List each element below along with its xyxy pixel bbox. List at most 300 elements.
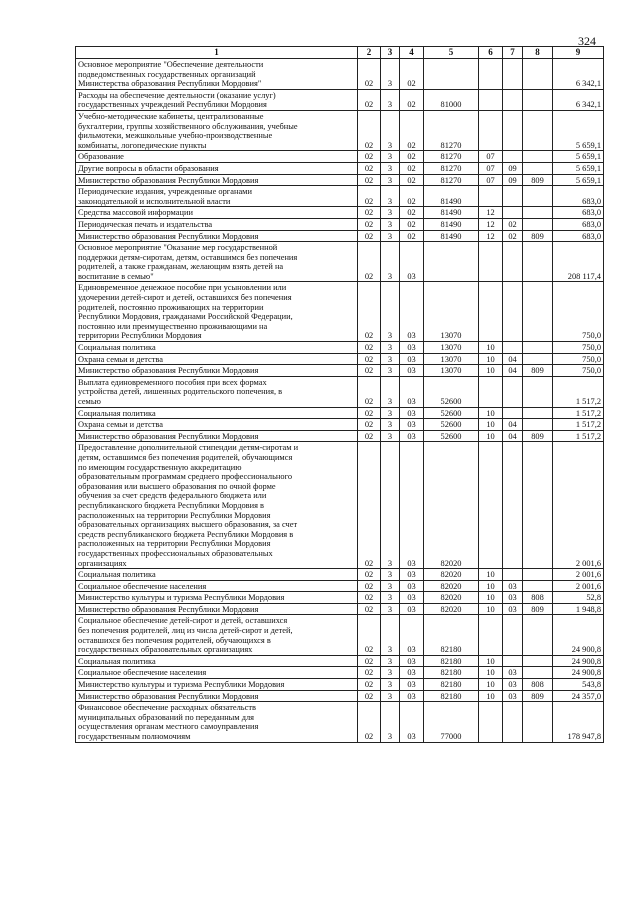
row-code-c3: 3 xyxy=(381,162,400,174)
row-code-c8 xyxy=(523,59,553,90)
row-code-c5: 82180 xyxy=(424,690,479,702)
row-code-c5: 81270 xyxy=(424,151,479,163)
row-code-c2: 02 xyxy=(358,282,381,342)
row-code-c8 xyxy=(523,207,553,219)
row-code-c7 xyxy=(503,59,523,90)
table-row xyxy=(76,186,604,207)
row-code-c3: 3 xyxy=(381,580,400,592)
row-amount: 1 517,2 xyxy=(553,376,604,407)
row-code-c5 xyxy=(424,242,479,282)
row-code-c6 xyxy=(479,242,503,282)
row-amount: 52,8 xyxy=(553,592,604,604)
row-code-c6: 10 xyxy=(479,430,503,442)
row-code-c8 xyxy=(523,242,553,282)
row-code-c6: 12 xyxy=(479,207,503,219)
row-code-c5: 52600 xyxy=(424,430,479,442)
row-code-c8 xyxy=(523,407,553,419)
row-code-c4: 03 xyxy=(400,655,424,667)
row-code-c2: 02 xyxy=(358,59,381,90)
row-code-c3: 3 xyxy=(381,365,400,377)
table-row xyxy=(76,407,604,419)
row-code-c5: 82020 xyxy=(424,442,479,569)
row-code-c5: 77000 xyxy=(424,702,479,742)
row-code-c7 xyxy=(503,151,523,163)
row-code-c8: 809 xyxy=(523,230,553,242)
table-row xyxy=(76,603,604,615)
row-code-c6: 10 xyxy=(479,580,503,592)
row-description: Образование xyxy=(76,151,358,163)
row-code-c6 xyxy=(479,110,503,150)
row-amount: 5 659,1 xyxy=(553,162,604,174)
row-code-c8 xyxy=(523,218,553,230)
row-code-c7 xyxy=(503,207,523,219)
row-amount: 543,8 xyxy=(553,679,604,691)
row-code-c3: 3 xyxy=(381,679,400,691)
row-code-c6: 10 xyxy=(479,690,503,702)
header-cell: 7 xyxy=(503,47,523,59)
row-code-c2: 02 xyxy=(358,615,381,655)
table-row xyxy=(76,592,604,604)
row-code-c3: 3 xyxy=(381,419,400,431)
table-row xyxy=(76,242,604,282)
row-code-c5: 82020 xyxy=(424,603,479,615)
row-code-c3: 3 xyxy=(381,230,400,242)
row-code-c2: 02 xyxy=(358,407,381,419)
row-code-c7: 04 xyxy=(503,365,523,377)
row-code-c2: 02 xyxy=(358,174,381,186)
row-code-c8: 809 xyxy=(523,603,553,615)
row-amount: 750,0 xyxy=(553,353,604,365)
row-description: Другие вопросы в области образования xyxy=(76,162,358,174)
row-code-c2: 02 xyxy=(358,89,381,110)
row-amount: 683,0 xyxy=(553,207,604,219)
row-description: Министерство образования Республики Мордовия xyxy=(76,430,358,442)
row-code-c6: 10 xyxy=(479,679,503,691)
row-description: Расходы на обеспечение деятельности (оказание услуг) государственных учреждений Республики Мордовия xyxy=(76,89,358,110)
row-code-c3: 3 xyxy=(381,592,400,604)
row-code-c6: 10 xyxy=(479,667,503,679)
row-code-c8 xyxy=(523,151,553,163)
row-description: Социальное обеспечение населения xyxy=(76,667,358,679)
row-code-c6: 10 xyxy=(479,365,503,377)
row-code-c7: 03 xyxy=(503,679,523,691)
row-code-c7 xyxy=(503,89,523,110)
row-code-c2: 02 xyxy=(358,365,381,377)
row-code-c3: 3 xyxy=(381,151,400,163)
row-code-c7: 04 xyxy=(503,419,523,431)
row-code-c3: 3 xyxy=(381,110,400,150)
table-body xyxy=(76,59,604,743)
header-cell: 5 xyxy=(424,47,479,59)
row-code-c2: 02 xyxy=(358,230,381,242)
row-code-c7: 03 xyxy=(503,580,523,592)
page-number: 324 xyxy=(578,34,596,48)
row-code-c4: 03 xyxy=(400,592,424,604)
row-amount: 5 659,1 xyxy=(553,174,604,186)
row-code-c4: 03 xyxy=(400,442,424,569)
row-description: Министерство образования Республики Мордовия xyxy=(76,230,358,242)
row-code-c7 xyxy=(503,186,523,207)
row-code-c7 xyxy=(503,702,523,742)
table-row xyxy=(76,230,604,242)
row-code-c5: 81270 xyxy=(424,174,479,186)
row-code-c8: 808 xyxy=(523,592,553,604)
row-code-c2: 02 xyxy=(358,218,381,230)
row-code-c7: 03 xyxy=(503,603,523,615)
row-code-c4: 02 xyxy=(400,230,424,242)
row-code-c4: 02 xyxy=(400,186,424,207)
row-amount: 750,0 xyxy=(553,282,604,342)
row-amount: 24 900,8 xyxy=(553,655,604,667)
row-code-c8 xyxy=(523,667,553,679)
row-description: Единовременное денежное пособие при усыновлении или удочерении детей-сирот и детей, оставшихся без попечения родителей, постоянно проживающих на территории Республики Мордовия, гражданами Российской Федерации, постоянно или преимущественно проживающими на территории Республики Мордовия xyxy=(76,282,358,342)
row-code-c8 xyxy=(523,615,553,655)
row-code-c3: 3 xyxy=(381,442,400,569)
row-code-c8: 809 xyxy=(523,174,553,186)
row-code-c2: 02 xyxy=(358,353,381,365)
row-code-c7: 09 xyxy=(503,174,523,186)
row-amount: 750,0 xyxy=(553,342,604,354)
row-code-c8 xyxy=(523,282,553,342)
row-amount: 178 947,8 xyxy=(553,702,604,742)
row-code-c5: 81270 xyxy=(424,162,479,174)
row-code-c8: 809 xyxy=(523,690,553,702)
row-code-c5: 13070 xyxy=(424,365,479,377)
row-description: Основное мероприятие "Обеспечение деятельности подведомственных государственных организаций Министерства образования Республики Мордовия" xyxy=(76,59,358,90)
table-row xyxy=(76,342,604,354)
row-code-c2: 02 xyxy=(358,376,381,407)
row-code-c3: 3 xyxy=(381,218,400,230)
row-code-c7 xyxy=(503,569,523,581)
row-amount: 1 517,2 xyxy=(553,430,604,442)
row-amount: 208 117,4 xyxy=(553,242,604,282)
table-row xyxy=(76,162,604,174)
row-code-c2: 02 xyxy=(358,655,381,667)
row-code-c4: 03 xyxy=(400,342,424,354)
row-code-c6: 07 xyxy=(479,174,503,186)
row-description: Основное мероприятие "Оказание мер государственной поддержки детям-сиротам, детям, оставшимся без попечения родителей, а также гражданам, желающим взять детей на воспитание в семью" xyxy=(76,242,358,282)
row-code-c2: 02 xyxy=(358,592,381,604)
row-code-c6 xyxy=(479,702,503,742)
row-code-c7 xyxy=(503,442,523,569)
row-code-c2: 02 xyxy=(358,430,381,442)
row-code-c6: 10 xyxy=(479,603,503,615)
row-code-c4: 03 xyxy=(400,353,424,365)
row-description: Предоставление дополнительной стипендии детям-сиротам и детям, оставшимся без попечения родителей, обучающимся по имеющим государственную аккредитацию образовательным программам среднего профессионального образования или высшего образования по очной форме обучения за счет средств федерального бюджета или республиканского бюджета Республики Мордовия в расположенных на территории Республики Мордовия образовательных организациях высшего образования, за счет средств республиканского бюджета Республики Мордовия в расположенных на территории Республики Мордовия государственных профессиональных образовательных организациях xyxy=(76,442,358,569)
row-code-c4: 03 xyxy=(400,282,424,342)
row-code-c7: 09 xyxy=(503,162,523,174)
row-code-c3: 3 xyxy=(381,655,400,667)
table-row xyxy=(76,569,604,581)
table-row xyxy=(76,376,604,407)
header-cell: 1 xyxy=(76,47,358,59)
header-cell: 4 xyxy=(400,47,424,59)
row-code-c4: 03 xyxy=(400,242,424,282)
row-code-c7: 04 xyxy=(503,430,523,442)
row-code-c6 xyxy=(479,186,503,207)
row-code-c7 xyxy=(503,615,523,655)
row-code-c3: 3 xyxy=(381,667,400,679)
row-code-c2: 02 xyxy=(358,207,381,219)
row-code-c6: 12 xyxy=(479,218,503,230)
row-code-c4: 03 xyxy=(400,365,424,377)
row-code-c7: 03 xyxy=(503,690,523,702)
row-code-c8: 809 xyxy=(523,365,553,377)
row-code-c7 xyxy=(503,282,523,342)
row-code-c3: 3 xyxy=(381,376,400,407)
row-amount: 24 357,0 xyxy=(553,690,604,702)
row-amount: 750,0 xyxy=(553,365,604,377)
row-description: Охрана семьи и детства xyxy=(76,353,358,365)
row-code-c4: 03 xyxy=(400,407,424,419)
row-description: Министерство образования Республики Мордовия xyxy=(76,690,358,702)
row-code-c7 xyxy=(503,110,523,150)
row-code-c4: 02 xyxy=(400,207,424,219)
row-code-c4: 02 xyxy=(400,174,424,186)
row-code-c8 xyxy=(523,353,553,365)
row-code-c3: 3 xyxy=(381,430,400,442)
row-code-c2: 02 xyxy=(358,702,381,742)
row-code-c6: 10 xyxy=(479,419,503,431)
row-description: Средства массовой информации xyxy=(76,207,358,219)
row-code-c5: 82180 xyxy=(424,667,479,679)
row-code-c2: 02 xyxy=(358,186,381,207)
row-amount: 24 900,8 xyxy=(553,667,604,679)
header-cell: 8 xyxy=(523,47,553,59)
row-amount: 6 342,1 xyxy=(553,59,604,90)
row-code-c7 xyxy=(503,376,523,407)
row-code-c4: 03 xyxy=(400,376,424,407)
row-code-c8 xyxy=(523,110,553,150)
row-code-c5: 82020 xyxy=(424,592,479,604)
header-row xyxy=(76,47,604,59)
row-code-c6: 07 xyxy=(479,162,503,174)
row-code-c6 xyxy=(479,89,503,110)
row-code-c5: 13070 xyxy=(424,342,479,354)
row-description: Министерство культуры и туризма Республики Мордовия xyxy=(76,679,358,691)
row-description: Министерство образования Республики Мордовия xyxy=(76,174,358,186)
row-code-c4: 02 xyxy=(400,59,424,90)
row-code-c8 xyxy=(523,580,553,592)
row-code-c6 xyxy=(479,59,503,90)
row-amount: 683,0 xyxy=(553,230,604,242)
row-code-c3: 3 xyxy=(381,615,400,655)
table-row xyxy=(76,419,604,431)
row-code-c6 xyxy=(479,282,503,342)
row-code-c7: 04 xyxy=(503,353,523,365)
row-code-c2: 02 xyxy=(358,569,381,581)
row-code-c2: 02 xyxy=(358,603,381,615)
row-code-c3: 3 xyxy=(381,186,400,207)
row-code-c6: 10 xyxy=(479,353,503,365)
row-description: Социальная политика xyxy=(76,569,358,581)
row-code-c2: 02 xyxy=(358,419,381,431)
row-amount: 5 659,1 xyxy=(553,110,604,150)
row-code-c6: 10 xyxy=(479,592,503,604)
row-code-c6 xyxy=(479,376,503,407)
row-description: Министерство образования Республики Мордовия xyxy=(76,603,358,615)
row-code-c7 xyxy=(503,342,523,354)
row-amount: 2 001,6 xyxy=(553,580,604,592)
row-code-c4: 02 xyxy=(400,218,424,230)
row-code-c2: 02 xyxy=(358,242,381,282)
row-code-c4: 03 xyxy=(400,430,424,442)
row-amount: 5 659,1 xyxy=(553,151,604,163)
table-row xyxy=(76,174,604,186)
row-code-c8 xyxy=(523,655,553,667)
row-description: Периодическая печать и издательства xyxy=(76,218,358,230)
row-code-c8: 808 xyxy=(523,679,553,691)
row-code-c3: 3 xyxy=(381,282,400,342)
table-row xyxy=(76,110,604,150)
table-row xyxy=(76,667,604,679)
row-amount: 2 001,6 xyxy=(553,442,604,569)
row-code-c8 xyxy=(523,342,553,354)
row-code-c4: 03 xyxy=(400,615,424,655)
table-row xyxy=(76,442,604,569)
row-amount: 1 517,2 xyxy=(553,407,604,419)
row-code-c2: 02 xyxy=(358,162,381,174)
row-code-c7 xyxy=(503,407,523,419)
row-code-c4: 03 xyxy=(400,419,424,431)
header-cell: 9 xyxy=(553,47,604,59)
row-code-c4: 03 xyxy=(400,667,424,679)
row-code-c2: 02 xyxy=(358,667,381,679)
row-code-c4: 02 xyxy=(400,89,424,110)
row-code-c3: 3 xyxy=(381,89,400,110)
row-code-c6: 10 xyxy=(479,569,503,581)
row-code-c3: 3 xyxy=(381,207,400,219)
row-description: Выплата единовременного пособия при всех формах устройства детей, лишенных родительского попечения, в семью xyxy=(76,376,358,407)
row-code-c5: 81490 xyxy=(424,230,479,242)
row-code-c3: 3 xyxy=(381,407,400,419)
table-row xyxy=(76,151,604,163)
row-code-c4: 03 xyxy=(400,679,424,691)
row-code-c3: 3 xyxy=(381,702,400,742)
row-code-c6: 10 xyxy=(479,342,503,354)
row-description: Охрана семьи и детства xyxy=(76,419,358,431)
table-row xyxy=(76,207,604,219)
row-description: Учебно-методические кабинеты, централизованные бухгалтерии, группы хозяйственного обслуживания, учебные фильмотеки, межшкольные учебно-производственные комбинаты, логопедические пункты xyxy=(76,110,358,150)
row-code-c8 xyxy=(523,89,553,110)
table-row xyxy=(76,353,604,365)
row-amount: 1 948,8 xyxy=(553,603,604,615)
row-code-c3: 3 xyxy=(381,353,400,365)
row-code-c5: 82180 xyxy=(424,655,479,667)
row-description: Социальная политика xyxy=(76,342,358,354)
row-code-c3: 3 xyxy=(381,690,400,702)
budget-table xyxy=(75,46,604,743)
row-code-c5: 82180 xyxy=(424,615,479,655)
row-code-c8 xyxy=(523,569,553,581)
table-row xyxy=(76,282,604,342)
row-description: Периодические издания, учрежденные органами законодательной и исполнительной власти xyxy=(76,186,358,207)
row-code-c4: 03 xyxy=(400,603,424,615)
row-code-c2: 02 xyxy=(358,690,381,702)
header-cell: 6 xyxy=(479,47,503,59)
row-code-c8 xyxy=(523,702,553,742)
row-code-c5: 81490 xyxy=(424,186,479,207)
row-code-c4: 03 xyxy=(400,690,424,702)
row-amount: 2 001,6 xyxy=(553,569,604,581)
row-amount: 683,0 xyxy=(553,218,604,230)
row-code-c6: 07 xyxy=(479,151,503,163)
row-description: Финансовое обеспечение расходных обязательств муниципальных образований по переданным для осуществления органам местного самоуправления государственным полномочиям xyxy=(76,702,358,742)
header-cell: 2 xyxy=(358,47,381,59)
table-row xyxy=(76,430,604,442)
row-amount: 24 900,8 xyxy=(553,615,604,655)
row-code-c5: 13070 xyxy=(424,353,479,365)
table-row xyxy=(76,365,604,377)
row-code-c3: 3 xyxy=(381,59,400,90)
row-code-c3: 3 xyxy=(381,174,400,186)
row-code-c7: 03 xyxy=(503,592,523,604)
row-amount: 1 517,2 xyxy=(553,419,604,431)
table-row xyxy=(76,679,604,691)
table-row xyxy=(76,89,604,110)
table-row xyxy=(76,218,604,230)
row-code-c4: 03 xyxy=(400,580,424,592)
row-code-c6 xyxy=(479,615,503,655)
table-row xyxy=(76,690,604,702)
row-code-c4: 02 xyxy=(400,110,424,150)
row-code-c7 xyxy=(503,242,523,282)
row-code-c2: 02 xyxy=(358,442,381,569)
row-code-c8: 809 xyxy=(523,430,553,442)
row-description: Министерство образования Республики Мордовия xyxy=(76,365,358,377)
row-code-c8 xyxy=(523,186,553,207)
row-code-c5: 82020 xyxy=(424,569,479,581)
row-code-c6: 10 xyxy=(479,407,503,419)
row-code-c8 xyxy=(523,376,553,407)
row-code-c5: 81000 xyxy=(424,89,479,110)
row-code-c3: 3 xyxy=(381,242,400,282)
row-code-c7 xyxy=(503,655,523,667)
row-code-c5: 81490 xyxy=(424,207,479,219)
row-code-c5: 52600 xyxy=(424,407,479,419)
row-code-c5 xyxy=(424,59,479,90)
row-amount: 6 342,1 xyxy=(553,89,604,110)
row-code-c4: 03 xyxy=(400,569,424,581)
row-code-c5: 81490 xyxy=(424,218,479,230)
row-code-c4: 02 xyxy=(400,151,424,163)
row-code-c8 xyxy=(523,162,553,174)
row-code-c2: 02 xyxy=(358,110,381,150)
row-description: Министерство культуры и туризма Республики Мордовия xyxy=(76,592,358,604)
row-code-c7: 03 xyxy=(503,667,523,679)
row-description: Социальная политика xyxy=(76,655,358,667)
row-code-c2: 02 xyxy=(358,342,381,354)
row-description: Социальное обеспечение детей-сирот и детей, оставшихся без попечения родителей, лиц из числа детей-сирот и детей, оставшихся без попечения родителей, обучающихся в государственных образовательных организациях xyxy=(76,615,358,655)
row-code-c5: 13070 xyxy=(424,282,479,342)
row-code-c5: 81270 xyxy=(424,110,479,150)
row-code-c4: 03 xyxy=(400,702,424,742)
row-code-c2: 02 xyxy=(358,580,381,592)
row-code-c2: 02 xyxy=(358,679,381,691)
row-amount: 683,0 xyxy=(553,186,604,207)
header-cell: 3 xyxy=(381,47,400,59)
row-code-c5: 52600 xyxy=(424,376,479,407)
row-code-c5: 82020 xyxy=(424,580,479,592)
row-description: Социальная политика xyxy=(76,407,358,419)
table-row xyxy=(76,702,604,742)
row-code-c6: 12 xyxy=(479,230,503,242)
row-code-c2: 02 xyxy=(358,151,381,163)
row-code-c6: 10 xyxy=(479,655,503,667)
row-code-c7: 02 xyxy=(503,218,523,230)
table-row xyxy=(76,59,604,90)
row-code-c8 xyxy=(523,419,553,431)
